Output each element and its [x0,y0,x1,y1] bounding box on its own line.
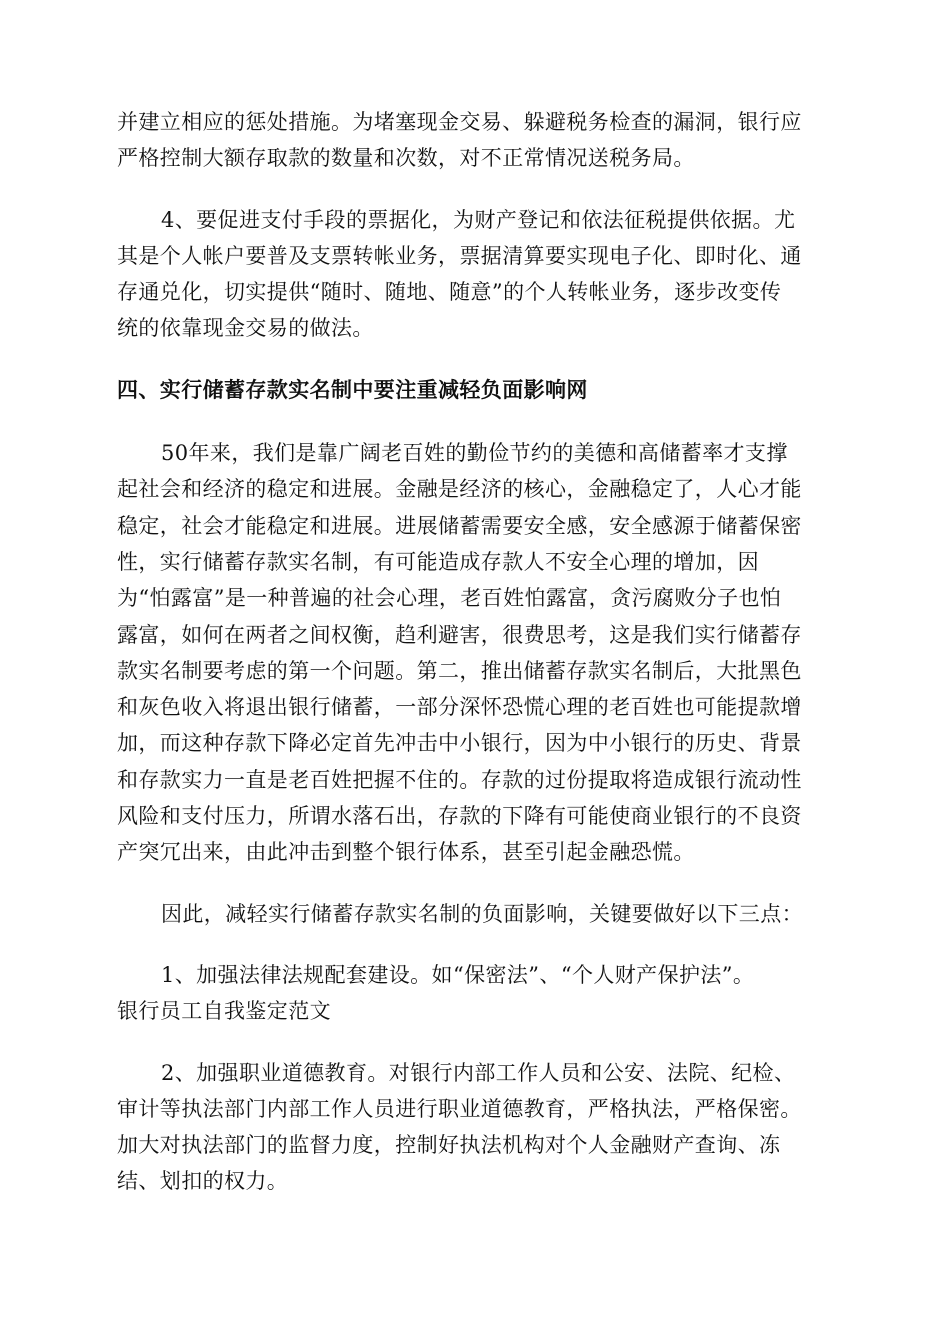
text-line: 4、要促进支付手段的票据化，为财产登记和依法征税提供依据。尤 [161,207,796,232]
text-line: 审计等执法部门内部工作人员进行职业道德教育，严格执法，严格保密。 [117,1096,802,1121]
text-line: 结、划扣的权力。 [117,1169,289,1194]
paragraph-point-4 [117,202,833,347]
text-line: 存通兑化，切实提供“随时、随地、随意”的个人转帐业务，逐步改变传 [117,280,782,305]
paragraph-point-1 [117,957,833,1030]
text-line: 银行员工自我鉴定范文 [117,999,331,1024]
paragraph-point-2 [117,1055,833,1200]
paragraph-fifty-years [117,435,833,871]
text-line: 性，实行储蓄存款实名制，有可能造成存款人不安全心理的增加，因 [117,549,759,574]
text-line: 1、加强法律法规配套建设。如“保密法”、“个人财产保护法”。 [161,962,755,987]
document-page [117,104,833,1225]
text-line: 因此，减轻实行储蓄存款实名制的负面影响，关键要做好以下三点： [161,901,803,926]
text-line: 其是个人帐户要普及支票转帐业务，票据清算要实现电子化、即时化、通 [117,243,802,268]
text-line: 为“怕露富”是一种普遍的社会心理，老百姓怕露富，贪污腐败分子也怕 [117,586,782,611]
text-line: 风险和支付压力，所谓水落石出，存款的下降有可能使商业银行的不良资 [117,804,802,829]
text-line: 2、加强职业道德教育。对银行内部工作人员和公安、法院、纪检、 [161,1060,796,1085]
text-line: 统的依靠现金交易的做法。 [117,316,374,341]
text-line: 产突冗出来，由此冲击到整个银行体系，甚至引起金融恐慌。 [117,840,695,865]
text-line: 露富，如何在两者之间权衡，趋利避害，很费思考，这是我们实行储蓄存 [117,622,802,647]
text-line: 50年来，我们是靠广阔老百姓的勤俭节约的美德和高储蓄率才支撑 [161,441,788,466]
text-line: 起社会和经济的稳定和进展。金融是经济的核心，金融稳定了，人心才能 [117,477,802,502]
text-line: 和存款实力一直是老百姓把握不住的。存款的过份提取将造成银行流动性 [117,767,802,792]
text-line: 和灰色收入将退出银行储蓄，一部分深怀恐慌心理的老百姓也可能提款增 [117,695,802,720]
text-line: 款实名制要考虑的第一个问题。第二，推出储蓄存款实名制后，大批黑色 [117,658,802,683]
heading-text: 四、实行储蓄存款实名制中要注重减轻负面影响网 [117,377,588,402]
section-heading [117,372,833,408]
text-line: 加，而这种存款下降必定首先冲击中小银行，因为中小银行的历史、背景 [117,731,802,756]
paragraph-penalty-measures [117,104,833,177]
text-line: 并建立相应的惩处措施。为堵塞现金交易、躲避税务检查的漏洞，银行应 [117,110,802,134]
text-line: 严格控制大额存取款的数量和次数，对不正常情况送税务局。 [117,146,695,171]
paragraph-three-points-intro [117,896,833,932]
text-line: 加大对执法部门的监督力度，控制好执法机构对个人金融财产查询、冻 [117,1133,781,1158]
text-line: 稳定，社会才能稳定和进展。进展储蓄需要安全感，安全感源于储蓄保密 [117,513,802,538]
